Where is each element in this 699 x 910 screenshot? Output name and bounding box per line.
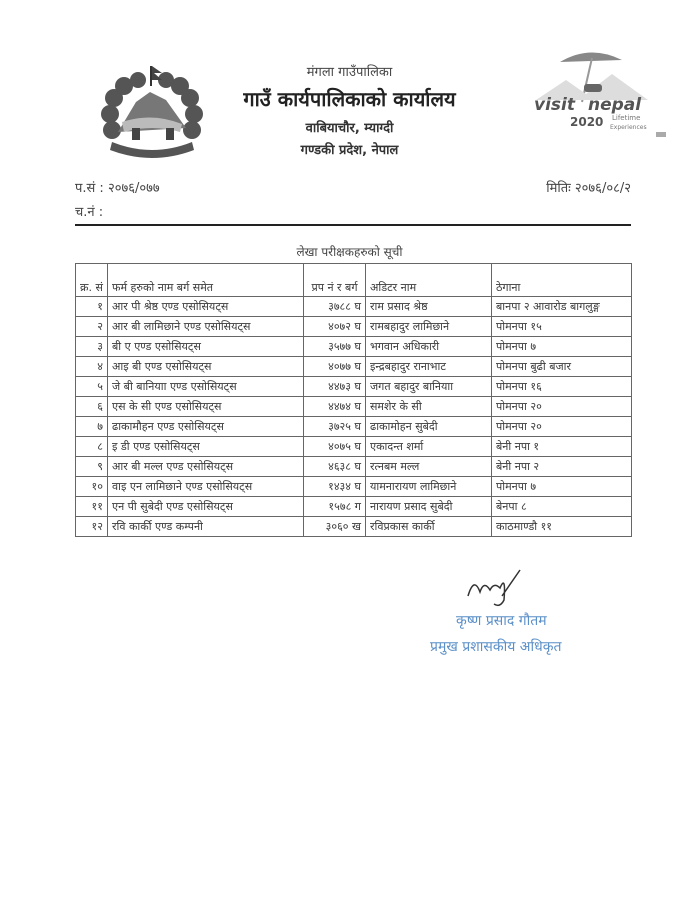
table-row (76, 337, 632, 357)
table-row (76, 437, 632, 457)
reference-value: २०७६/०७७ (107, 181, 160, 196)
row-auditor: यामनारायण लामिछाने (366, 477, 492, 497)
row-firm: इ डी एण्ड एसोसियट्स (108, 437, 304, 457)
table-row (76, 417, 632, 437)
row-firm: आर पी श्रेष्ठ एण्ड एसोसियट्स (108, 297, 304, 317)
header-auditor: अडिटर नाम (366, 264, 492, 297)
row-firm: ढाकामौहन एण्ड एसोसियट्स (108, 417, 304, 437)
row-firm: जे बी बानियाा एण्ड एसोसियट्स (108, 377, 304, 397)
svg-text:Lifetime: Lifetime (612, 114, 641, 122)
reference-label: प.सं : (75, 181, 104, 196)
row-auditor: रविप्रकास कार्की (366, 517, 492, 537)
row-address: बानपा २ आवारोड बागलुङ्ग (492, 297, 632, 317)
header-sn: क्र. सं (76, 264, 108, 297)
row-sn: ७ (76, 417, 108, 437)
row-address: पोमनपा २० (492, 397, 632, 417)
row-firm: रवि कार्की एण्ड कम्पनी (108, 517, 304, 537)
stamp-title: प्रमुख प्रशासकीय अधिकृत (430, 639, 562, 655)
header-firm: फर्म हरुको नाम बर्ग समेत (108, 264, 304, 297)
row-auditor: भगवान अधिकारी (366, 337, 492, 357)
row-reg: १४३४ घ (304, 477, 366, 497)
table-row (76, 497, 632, 517)
table-row (76, 377, 632, 397)
municipality-name: मंगला गाउँपालिका (306, 65, 393, 80)
letter-date (546, 180, 631, 198)
row-sn: २ (76, 317, 108, 337)
table-row (76, 397, 632, 417)
signature (460, 566, 560, 610)
svg-text:2020: 2020 (570, 115, 604, 129)
row-address: पोमनपा १६ (492, 377, 632, 397)
row-firm: आर बी लामिछाने एण्ड एसोसियट्स (108, 317, 304, 337)
row-reg: ३७८८ घ (304, 297, 366, 317)
svg-text:nepal: nepal (588, 95, 642, 115)
row-address: बेनपा ८ (492, 497, 632, 517)
row-address: पोमनपा १५ (492, 317, 632, 337)
row-firm: एस के सी एण्ड एसोसियट्स (108, 397, 304, 417)
row-sn: १० (76, 477, 108, 497)
row-auditor: इन्द्रबहादुर रानाभाट (366, 357, 492, 377)
row-address: पोमनपा ७ (492, 337, 632, 357)
row-reg: ४०७२ घ (304, 317, 366, 337)
header-divider (75, 224, 631, 226)
row-firm: आइ बी एण्ड एसोसियट्स (108, 357, 304, 377)
row-sn: ६ (76, 397, 108, 417)
row-address: पोमनपा बुढी बजार (492, 357, 632, 377)
row-address: बेनी नपा १ (492, 437, 632, 457)
row-auditor: जगत बहादुर बानियाा (366, 377, 492, 397)
row-reg: ४४७४ घ (304, 397, 366, 417)
row-auditor: नारायण प्रसाद सुबेदी (366, 497, 492, 517)
row-sn: ११ (76, 497, 108, 517)
table-row (76, 517, 632, 537)
dispatch-number (75, 204, 103, 222)
row-reg: ३७२५ घ (304, 417, 366, 437)
header-reg: प्रप नं र बर्ग (304, 264, 366, 297)
stamp-name: कृष्ण प्रसाद गौतम (456, 613, 547, 629)
visit-nepal-2020-logo (530, 44, 670, 140)
row-firm: वाइ एन लामिछाने एण्ड एसोसियट्स (108, 477, 304, 497)
row-reg: ३५७७ घ (304, 337, 366, 357)
office-province: गण्डकी प्रदेश, नेपाल (300, 143, 399, 158)
table-row (76, 357, 632, 377)
row-sn: ४ (76, 357, 108, 377)
office-location: वाबियाचौर, म्याग्दी (305, 121, 394, 136)
row-address: पोमनपा ७ (492, 477, 632, 497)
row-sn: ३ (76, 337, 108, 357)
row-auditor: एकादन्त शर्मा (366, 437, 492, 457)
row-reg: ४०७५ घ (304, 437, 366, 457)
row-reg: ३०६० ख (304, 517, 366, 537)
row-firm: एन पी सुबेदी एण्ड एसोसियट्स (108, 497, 304, 517)
date-label: मितिः (546, 181, 571, 196)
row-sn: १ (76, 297, 108, 317)
row-auditor: रामबहादुर लामिछाने (366, 317, 492, 337)
row-auditor: समशेर के सी (366, 397, 492, 417)
table-row (76, 457, 632, 477)
table-row (76, 477, 632, 497)
row-reg: १५७८ ग (304, 497, 366, 517)
office-title: गाउँ कार्यपालिकाको कार्यालय (243, 87, 456, 111)
table-row (76, 317, 632, 337)
reference-number (75, 180, 160, 198)
list-title: लेखा परीक्षकहरुको सूची (296, 245, 403, 259)
row-firm: आर बी मल्ल एण्ड एसोसियट्स (108, 457, 304, 477)
header-address: ठेगाना (492, 264, 632, 297)
dispatch-label: च.नं : (75, 205, 104, 220)
row-reg: ४४७३ घ (304, 377, 366, 397)
row-auditor: ढाकामोहन सुबेदी (366, 417, 492, 437)
auditor-table (75, 263, 632, 537)
row-address: बेनी नपा २ (492, 457, 632, 477)
svg-text:visit: visit (534, 95, 575, 115)
row-sn: ९ (76, 457, 108, 477)
table-row (76, 297, 632, 317)
row-sn: ५ (76, 377, 108, 397)
row-auditor: रत्नबम मल्ल (366, 457, 492, 477)
row-sn: १२ (76, 517, 108, 537)
row-reg: ४६३८ घ (304, 457, 366, 477)
row-reg: ४०७७ घ (304, 357, 366, 377)
row-auditor: राम प्रसाद श्रेष्ठ (366, 297, 492, 317)
row-address: पोमनपा २० (492, 417, 632, 437)
row-firm: बी ए एण्ड एसोसियट्स (108, 337, 304, 357)
table-header-row (76, 264, 632, 297)
row-sn: ८ (76, 437, 108, 457)
official-stamp (420, 566, 620, 676)
svg-text:Experiences: Experiences (610, 124, 647, 131)
row-address: काठमाण्डौ ११ (492, 517, 632, 537)
date-value: २०७६/०८/२ (574, 181, 631, 196)
